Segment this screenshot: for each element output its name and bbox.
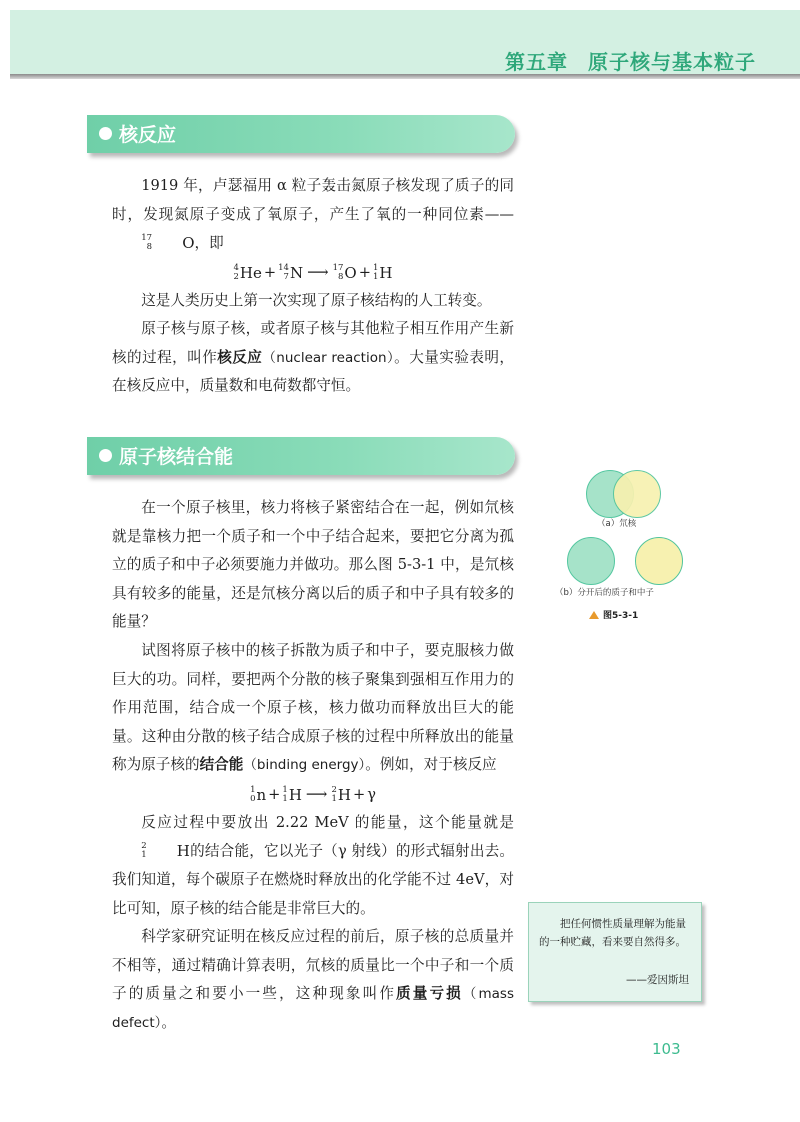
paragraph: 在一个原子核里，核力将核子紧密结合在一起，例如氘核就是靠核力把一个质子和一个中子结合起来，要把它分离为孤立的质子和中子必须要施力并做功。那么图 5-3-1 中，是氘核具有较多的能量，还是氘核分离以后的质子和中子具有较多的能量？ [112, 499, 514, 631]
quote-author: ——爱因斯坦 [626, 974, 689, 986]
section-title: 原子核结合能 [119, 446, 234, 468]
quote-text: 把任何惯性质量理解为能量的一种贮藏，看来要自然得多。 [539, 918, 686, 948]
paragraph: 原子核与原子核，或者原子核与其他粒子相互作用产生新核的过程，叫作核反应（nuclear reaction）。大量实验表明，在核反应中，质量数和电荷数都守恒。 [112, 320, 514, 395]
chapter-title [505, 46, 756, 75]
paragraph: 1919 年，卢瑟福用 α 粒子轰击氮原子核发现了质子的同时，发现氮原子变成了氧原子，产生了氧的一种同位素—— 17 8 O ，即 [112, 172, 514, 258]
figure-caption-a: （a）氘核 [597, 519, 637, 529]
section-body-nuclear-reaction [112, 172, 514, 401]
figure-caption-b: （b）分开后的质子和中子 [555, 588, 654, 598]
paragraph: 科学家研究证明在核反应过程的前后，原子核的总质量并不相等，通过精确计算表明，氘核的质量比一个中子和一个质子的质量之和要小一些，这种现象叫作质量亏损（mass defect）。 [112, 928, 514, 1031]
section-title: 核反应 [119, 124, 177, 146]
paragraph: 反应过程中要放出 2.22 MeV 的能量，这个能量就是 2 1 H 的结合能，它以光子（γ 射线）的形式辐射出去。我们知道，每个碳原子在燃烧时释放出的化学能不过 4eV，对比可知，原子核的结合能是非常巨大的。 [112, 813, 514, 917]
neutron-circle-separated [635, 537, 683, 585]
paragraph: 这是人类历史上第一次实现了原子核结构的人工转变。 [141, 291, 492, 309]
page-number: 103 [652, 1040, 681, 1058]
reaction-equation: 1 0 n + 1 1 H ⟶ 2 1 H + γ [250, 784, 376, 804]
key-term: 结合能 [199, 756, 244, 774]
chapter-number: 第五章 [505, 50, 568, 74]
proton-circle-separated [567, 537, 615, 585]
neutron-circle [613, 470, 661, 518]
paragraph: 试图将原子核中的核子拆散为质子和中子，要克服核力做巨大的功。同样，要把两个分散的核子聚集到强相互作用力的作用范围，结合成一个原子核，核力做功而释放出巨大的能量。这种由分散的核子结合成原子核的过程中所释放出的能量称为原子核的结合能（binding energy）。例如，对于核反应 [112, 641, 514, 774]
figure-deuteron [545, 470, 715, 630]
einstein-quote-box [528, 902, 702, 1002]
triangle-marker-icon [589, 611, 599, 619]
nuclide-deuterium: 2 1 H [141, 841, 190, 861]
key-term: 核反应 [217, 348, 263, 366]
figure-label: 图5-3-1 [589, 608, 638, 621]
chapter-name: 原子核与基本粒子 [588, 50, 756, 74]
reaction-equation: 4 2 He + 14 7 N ⟶ 17 8 O + 1 1 H [233, 263, 393, 283]
key-term: 质量亏损 [396, 985, 463, 1003]
section-body-binding-energy [112, 494, 514, 1038]
bullet-dot-icon [99, 127, 112, 140]
section-heading-nuclear-reaction [87, 115, 515, 153]
nuclide-oxygen-17: 17 8 O [141, 233, 195, 253]
bullet-dot-icon [99, 449, 112, 462]
section-heading-binding-energy [87, 437, 515, 475]
